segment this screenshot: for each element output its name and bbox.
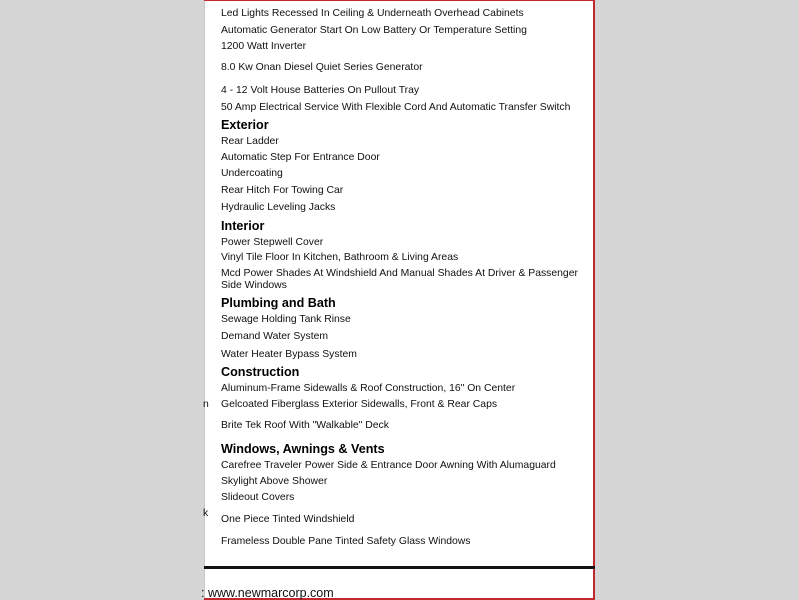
feature-line: Demand Water System (221, 331, 329, 342)
feature-line: Vinyl Tile Floor In Kitchen, Bathroom & Living Areas (221, 252, 459, 263)
feature-line: Hydraulic Leveling Jacks (221, 202, 336, 213)
feature-line: Automatic Step For Entrance Door (221, 152, 380, 163)
feature-line: Led Lights Recessed In Ceiling & Underneath Overhead Cabinets (221, 8, 524, 19)
section-heading-windows: Windows, Awnings & Vents (221, 442, 385, 456)
feature-line: Mcd Power Shades At Windshield And Manual Shades At Driver & Passenger Side Windows (221, 268, 578, 291)
feature-line: Skylight Above Shower (221, 476, 328, 487)
feature-line: 8.0 Kw Onan Diesel Quiet Series Generator (221, 62, 423, 73)
feature-line: One Piece Tinted Windshield (221, 514, 355, 525)
feature-line: Water Heater Bypass System (221, 349, 357, 360)
section-heading-construction: Construction (221, 365, 300, 379)
page-border-top (204, 0, 595, 1)
clipped-text-fragment: k (203, 508, 209, 519)
section-heading-interior: Interior (221, 219, 265, 233)
feature-line: Carefree Traveler Power Side & Entrance Door Awning With Alumaguard (221, 460, 556, 471)
feature-line: Brite Tek Roof With "Walkable" Deck (221, 420, 389, 431)
clipped-text-fragment: n (203, 399, 209, 410)
feature-line: 1200 Watt Inverter (221, 41, 307, 52)
feature-line: Automatic Generator Start On Low Battery Or Temperature Setting (221, 25, 527, 36)
page-border-right (593, 0, 595, 600)
footer-website: : www.newmarcorp.com (201, 586, 334, 600)
section-heading-plumbing: Plumbing and Bath (221, 296, 336, 310)
feature-line: 50 Amp Electrical Service With Flexible Cord And Automatic Transfer Switch (221, 102, 571, 113)
horizontal-rule (204, 566, 595, 569)
feature-line: Rear Ladder (221, 136, 279, 147)
feature-line: Gelcoated Fiberglass Exterior Sidewalls, Front & Rear Caps (221, 399, 498, 410)
feature-line: Rear Hitch For Towing Car (221, 185, 344, 196)
feature-line: Frameless Double Pane Tinted Safety Glass Windows (221, 536, 471, 547)
feature-line: Slideout Covers (221, 492, 295, 503)
feature-line: Power Stepwell Cover (221, 237, 324, 248)
section-heading-exterior: Exterior (221, 118, 269, 132)
feature-line: Sewage Holding Tank Rinse (221, 314, 351, 325)
feature-line: 4 - 12 Volt House Batteries On Pullout Tray (221, 85, 420, 96)
feature-line: Undercoating (221, 168, 283, 179)
feature-line: Aluminum-Frame Sidewalls & Roof Construction, 16" On Center (221, 383, 516, 394)
